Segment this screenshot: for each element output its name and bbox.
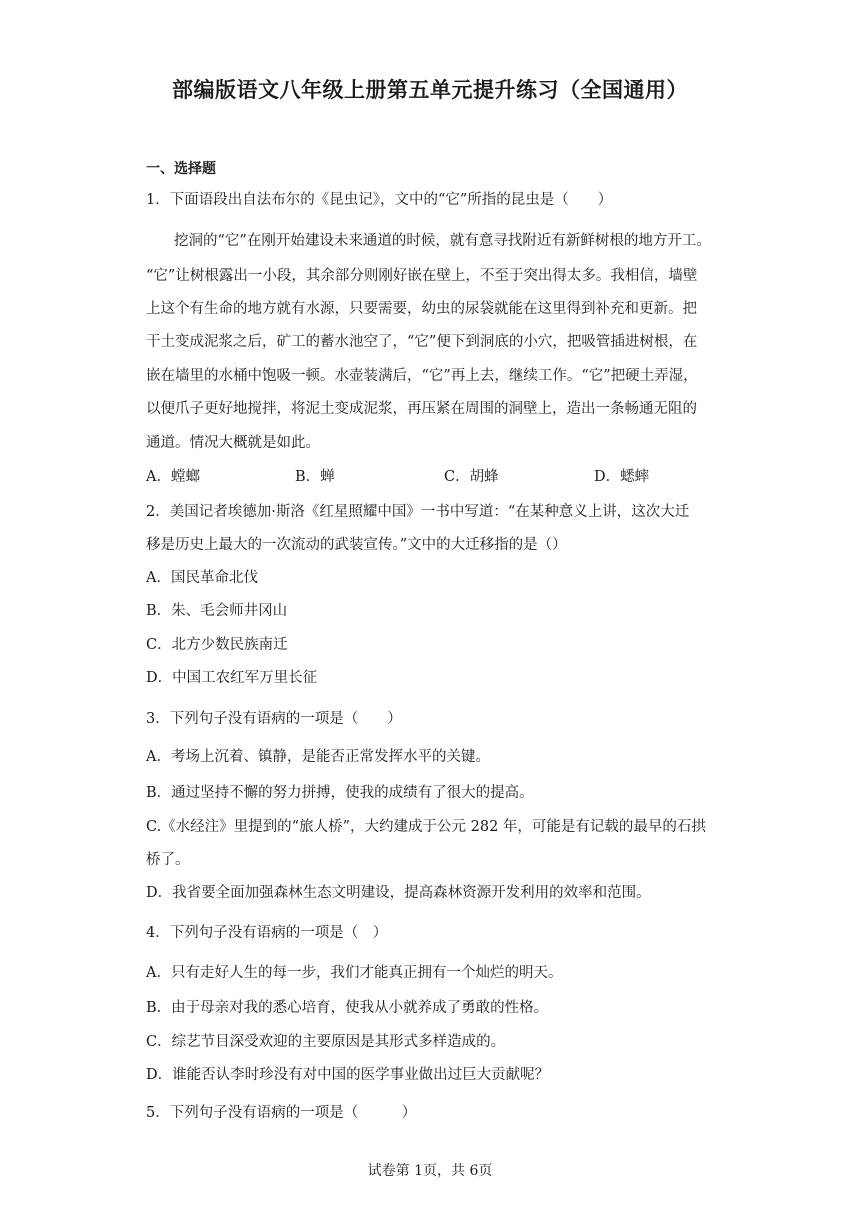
option-c[interactable]: C.《水经注》里提到的“旅人桥”，大约建成于公元 282 年，可能是有记载的最早的石拱 (146, 819, 706, 835)
passage-line: 挖洞的“它”在刚开始建设未来通道的时候，就有意寻找附近有新鲜树根的地方开工。 (174, 233, 711, 249)
option-a[interactable]: A．考场上沉着、镇静，是能否正常发挥水平的关键。 (146, 749, 490, 765)
option-c[interactable]: C．综艺节目深受欢迎的主要原因是其形式多样造成的。 (146, 1034, 506, 1050)
option-b[interactable]: B．朱、毛会师井冈山 (146, 603, 288, 619)
option-c[interactable]: C．胡蜂 (444, 469, 499, 485)
option-b[interactable]: B．由于母亲对我的悉心培育，使我从小就养成了勇敢的性格。 (146, 1000, 549, 1016)
question-5-stem: 5．下列句子没有语病的一项是（ ） (146, 1105, 417, 1121)
option-d[interactable]: D．蟋蟀 (594, 469, 650, 485)
option-d[interactable]: D．我省要全面加强森林生态文明建设，提高森林资源开发利用的效率和范围。 (146, 885, 651, 901)
option-c[interactable]: C．北方少数民族南迁 (146, 637, 288, 653)
passage-line: 通道。情况大概就是如此。 (146, 435, 320, 451)
question-3-stem: 3．下列句子没有语病的一项是（ ） (146, 711, 402, 727)
option-d[interactable]: D．谁能否认李时珍没有对中国的医学事业做出过巨大贡献呢？ (146, 1067, 550, 1083)
option-a[interactable]: A．螳螂 (146, 469, 200, 485)
question-2-stem: 2．美国记者埃德加·斯洛《红星照耀中国》一书中写道：“在某种意义上讲，这次大迁 (146, 504, 690, 520)
passage-line: 上这个有生命的地方就有水源，只要需要，幼虫的尿袋就能在这里得到补充和更新。把 (146, 301, 697, 317)
question-4-stem: 4．下列句子没有语病的一项是（ ） (146, 925, 388, 941)
option-b[interactable]: B．通过坚持不懈的努力拼搏，使我的成绩有了很大的提高。 (146, 785, 534, 801)
option-a[interactable]: A．只有走好人生的每一步，我们才能真正拥有一个灿烂的明天。 (146, 965, 563, 981)
question-2-stem-cont: 移是历史上最大的一次流动的武装宣传。”文中的大迁移指的是（） (146, 537, 567, 553)
passage-line: “它”让树根露出一小段，其余部分则刚好嵌在壁上，不至于突出得太多。我相信，墙壁 (146, 268, 698, 284)
option-a[interactable]: A．国民革命北伐 (146, 570, 258, 586)
option-b[interactable]: B．蝉 (295, 469, 335, 485)
option-d[interactable]: D．中国工农红军万里长征 (146, 670, 318, 686)
option-c-cont: 桥了。 (146, 852, 190, 868)
page-footer: 试卷第 1页，共 6页 (367, 1163, 493, 1179)
section-heading: 一、选择题 (146, 161, 216, 177)
passage-line: 干土变成泥浆之后，矿工的蓄水池空了，“它”便下到洞底的小穴，把吸管插进树根，在 (146, 334, 698, 350)
passage-line: 以便爪子更好地搅拌，将泥土变成泥浆，再压紧在周围的洞壁上，造出一条畅通无阻的 (146, 401, 697, 417)
question-1-stem: 1．下面语段出自法布尔的《昆虫记》，文中的“它”所指的昆虫是（ ） (146, 192, 613, 208)
passage-line: 嵌在墙里的水桶中饱吸一顿。水壶装满后，“它”再上去，继续工作。“它”把硬土弄湿， (146, 368, 698, 384)
page-title: 部编版语文八年级上册第五单元提升练习（全国通用） (172, 78, 688, 102)
